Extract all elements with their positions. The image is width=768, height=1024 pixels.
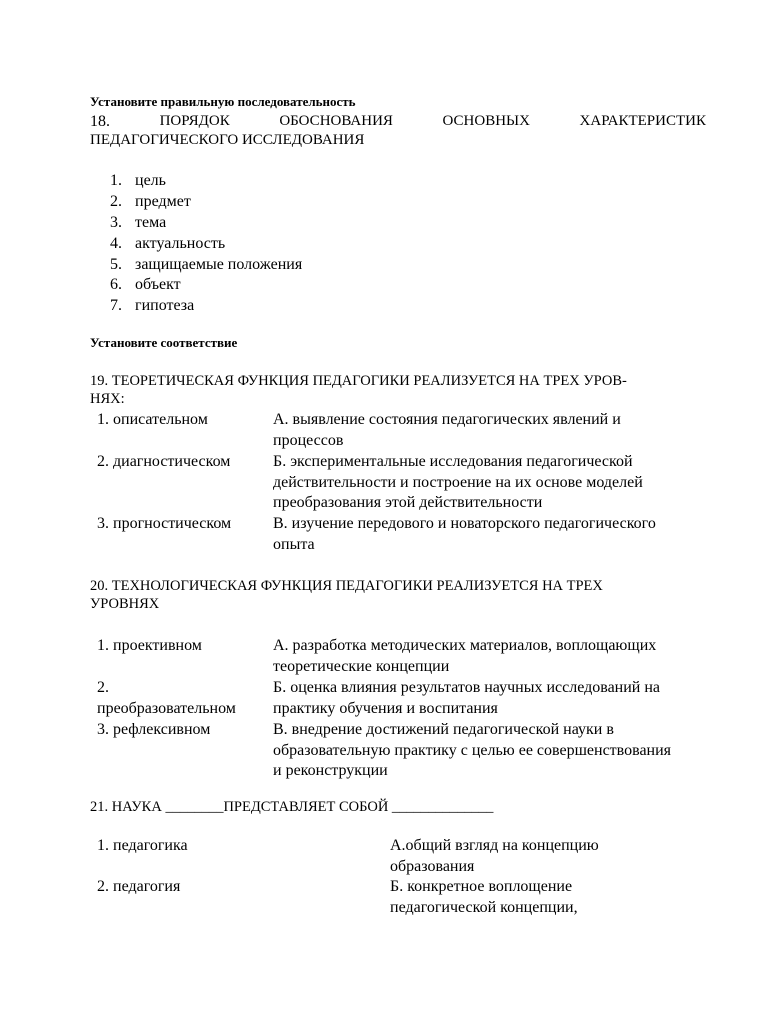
list-item: 4. актуальность bbox=[110, 235, 226, 252]
q20-right-item: В. внедрение достижений педагогической науки в bbox=[273, 721, 614, 738]
question-20-line2: УРОВНЯХ bbox=[90, 596, 160, 612]
question-18-title-line2: ПЕДАГОГИЧЕСКОГО ИССЛЕДОВАНИЯ bbox=[90, 132, 365, 148]
list-item: 3. тема bbox=[110, 214, 167, 231]
list-item: 1. цель bbox=[110, 172, 166, 189]
q20-right-item: практику обучения и воспитания bbox=[273, 700, 498, 717]
q20-right-item: и реконструкции bbox=[273, 762, 388, 779]
question-20-line1: 20. ТЕХНОЛОГИЧЕСКАЯ ФУНКЦИЯ ПЕДАГОГИКИ РЕАЛИЗУЕТСЯ НА ТРЕХ bbox=[90, 578, 603, 594]
title-word: ОБОСНОВАНИЯ bbox=[279, 113, 393, 129]
q21-right-item: педагогической концепции, bbox=[390, 899, 578, 916]
q20-right-item: А. разработка методических материалов, воплощающих bbox=[273, 637, 657, 654]
list-item: 7. гипотеза bbox=[110, 297, 195, 314]
q20-left-item: 2. bbox=[97, 679, 109, 696]
title-word: ХАРАКТЕРИСТИК bbox=[579, 113, 706, 129]
title-word: ОСНОВНЫХ bbox=[442, 113, 530, 129]
q21-left-item: 1. педагогика bbox=[97, 837, 188, 854]
q20-right-item: образовательную практику с целью ее совершенствования bbox=[273, 742, 672, 759]
question-19-line2: НЯХ: bbox=[90, 391, 125, 407]
title-word: ПОРЯДОК bbox=[159, 113, 230, 129]
q19-right-item: опыта bbox=[273, 536, 315, 553]
q21-right-item: образования bbox=[390, 858, 475, 875]
q19-right-item: В. изучение передового и новаторского педагогического bbox=[273, 515, 656, 532]
instruction-sequence: Установите правильную последовательность bbox=[90, 94, 356, 109]
q21-right-item: А.общий взгляд на концепцию bbox=[390, 837, 599, 854]
question-19-line1: 19. ТЕОРЕТИЧЕСКАЯ ФУНКЦИЯ ПЕДАГОГИКИ РЕАЛИЗУЕТСЯ НА ТРЕХ УРОВ- bbox=[90, 373, 627, 389]
q19-right-item: Б. экспериментальные исследования педагогической bbox=[273, 453, 633, 470]
q20-left-item: преобразовательном bbox=[97, 700, 236, 717]
q19-right-item: А. выявление состояния педагогических явлений и bbox=[273, 411, 621, 428]
instruction-matching: Установите соответствие bbox=[90, 335, 238, 350]
q19-right-item: преобразования этой действительности bbox=[273, 494, 543, 511]
list-item: 5. защищаемые положения bbox=[110, 256, 303, 273]
list-item: 6. объект bbox=[110, 276, 181, 293]
q19-right-item: процессов bbox=[273, 432, 344, 449]
question-18-title-line1 bbox=[90, 113, 706, 131]
question-18-number: 18. bbox=[90, 113, 110, 130]
q20-right-item: Б. оценка влияния результатов научных исследований на bbox=[273, 679, 661, 696]
q20-left-item: 3. рефлексивном bbox=[97, 721, 211, 738]
q19-left-item: 1. описательном bbox=[97, 411, 208, 428]
q19-right-item: действительности и построение на их основе моделей bbox=[273, 474, 643, 491]
q19-left-item: 3. прогностическом bbox=[97, 515, 232, 532]
q20-left-item: 1. проективном bbox=[97, 637, 202, 654]
q19-left-item: 2. диагностическом bbox=[97, 453, 231, 470]
question-21-line: 21. НАУКА ________ПРЕДСТАВЛЯЕТ СОБОЙ ______________ bbox=[90, 799, 494, 815]
q21-left-item: 2. педагогия bbox=[97, 878, 181, 895]
list-item: 2. предмет bbox=[110, 193, 191, 210]
q20-right-item: теоретические концепции bbox=[273, 658, 450, 675]
q21-right-item: Б. конкретное воплощение bbox=[390, 878, 573, 895]
